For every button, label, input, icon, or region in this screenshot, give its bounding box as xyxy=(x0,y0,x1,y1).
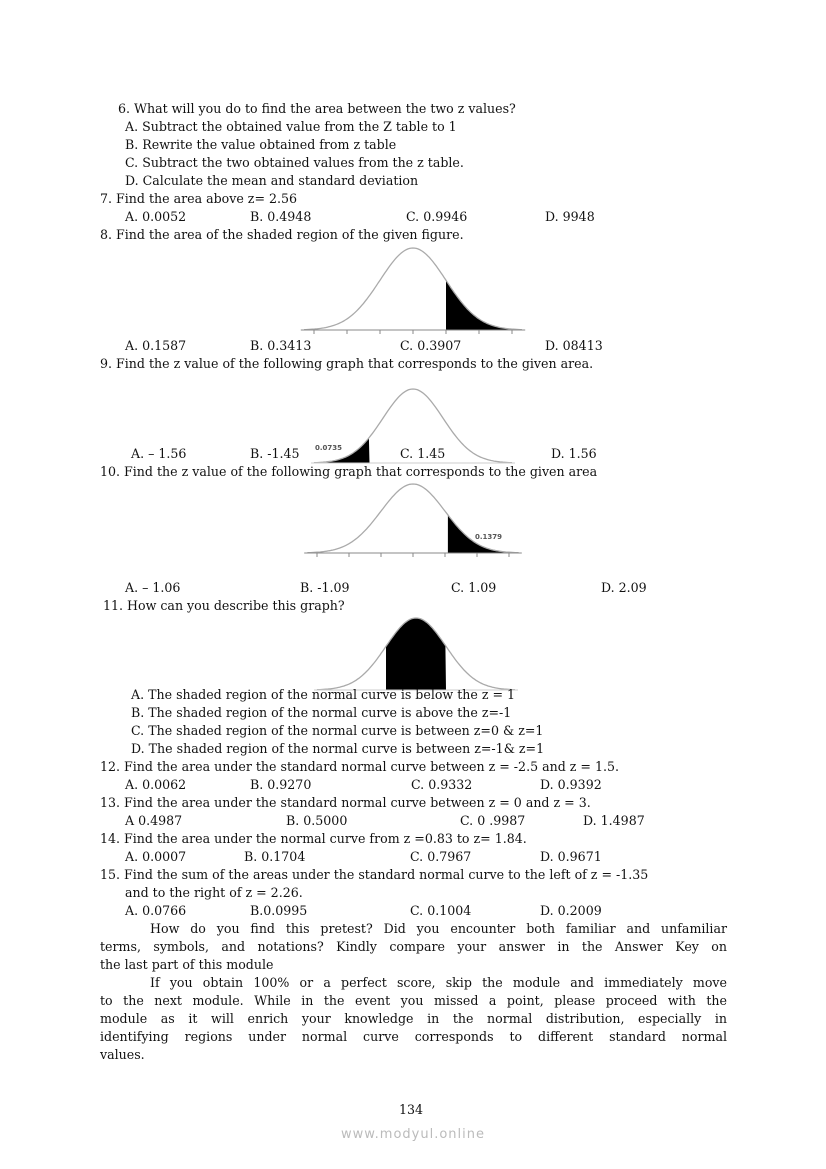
q6-option-d: D. Calculate the mean and standard deviation xyxy=(125,173,419,188)
q7-option-a: A. 0.0052 xyxy=(125,209,187,224)
paragraph-2-line-1: If you obtain 100% or a perfect score, skip the module and immediately move xyxy=(150,975,727,990)
q11-option-b: B. The shaded region of the normal curve is above the z=-1 xyxy=(131,705,512,720)
watermark: www.modyul.online xyxy=(340,1127,486,1142)
q6-option-a: A. Subtract the obtained value from the Z table to 1 xyxy=(125,119,457,134)
q8-option-a: A. 0.1587 xyxy=(125,338,187,353)
q15-option-d: D. 0.2009 xyxy=(540,903,602,918)
q9-option-a: A. – 1.56 xyxy=(131,446,187,461)
q14-option-d: D. 0.9671 xyxy=(540,849,602,864)
q6-option-b: B. Rewrite the value obtained from z table xyxy=(125,137,397,152)
q10-option-d: D. 2.09 xyxy=(601,580,647,595)
q10-option-b: B. -1.09 xyxy=(300,580,350,595)
q11-option-a: A. The shaded region of the normal curve is below the z = 1 xyxy=(131,687,516,702)
q7-option-b: B. 0.4948 xyxy=(250,209,312,224)
q15-option-c: C. 0.1004 xyxy=(410,903,472,918)
question-15-continued: and to the right of z = 2.26. xyxy=(125,885,303,900)
q9-option-b: B. -1.45 xyxy=(250,446,300,461)
paragraph-1-line-2: terms, symbols, and notations? Kindly compare your answer in the Answer Key on xyxy=(100,939,727,954)
q14-option-a: A. 0.0007 xyxy=(125,849,187,864)
fig-q8-curve xyxy=(304,248,522,330)
q11-option-c: C. The shaded region of the normal curve is between z=0 & z=1 xyxy=(131,723,544,738)
q11-option-d: D. The shaded region of the normal curve is between z=-1& z=1 xyxy=(131,741,545,756)
q15-option-b: B.0.0995 xyxy=(250,903,308,918)
q12-option-c: C. 0.9332 xyxy=(411,777,473,792)
page-number: 134 xyxy=(399,1102,424,1117)
q7-option-c: C. 0.9946 xyxy=(406,209,468,224)
question-10: 10. Find the z value of the following graph that corresponds to the given area xyxy=(100,464,598,479)
question-15: 15. Find the sum of the areas under the standard normal curve to the left of z = -1.35 xyxy=(100,867,649,882)
q15-option-a: A. 0.0766 xyxy=(125,903,187,918)
q12-option-b: B. 0.9270 xyxy=(250,777,312,792)
question-7: 7. Find the area above z= 2.56 xyxy=(100,191,298,206)
q14-option-c: C. 0.7967 xyxy=(410,849,472,864)
question-13: 13. Find the area under the standard normal curve between z = 0 and z = 3. xyxy=(100,795,591,810)
paragraph-2-line-2: to the next module. While in the event you missed a point, please proceed with the xyxy=(100,993,727,1008)
q10-option-c: C. 1.09 xyxy=(451,580,497,595)
q6-option-c: C. Subtract the two obtained values from the z table. xyxy=(125,155,464,170)
paragraph-2-line-5: values. xyxy=(100,1047,145,1062)
paragraph-1-line-1: How do you find this pretest? Did you encounter both familiar and unfamiliar xyxy=(150,921,727,936)
q12-option-d: D. 0.9392 xyxy=(540,777,602,792)
q9-option-d: D. 1.56 xyxy=(551,446,597,461)
question-9: 9. Find the z value of the following graph that corresponds to the given area. xyxy=(100,356,594,371)
paragraph-1-line-3: the last part of this module xyxy=(100,957,274,972)
q7-option-d: D. 9948 xyxy=(545,209,595,224)
q8-option-b: B. 0.3413 xyxy=(250,338,312,353)
q13-option-a: A 0.4987 xyxy=(125,813,183,828)
q12-option-a: A. 0.0062 xyxy=(125,777,187,792)
paragraph-2-line-3: module as it will enrich your knowledge in the normal distribution, especially in xyxy=(100,1011,727,1026)
question-12: 12. Find the area under the standard normal curve between z = -2.5 and z = 1.5. xyxy=(100,759,619,774)
q9-option-c: C. 1.45 xyxy=(400,446,446,461)
paragraph-2-line-4: identifying regions under normal curve corresponds to different standard normal xyxy=(100,1029,727,1044)
q13-option-c: C. 0 .9987 xyxy=(460,813,526,828)
q13-option-d: D. 1.4987 xyxy=(583,813,645,828)
question-11: 11. How can you describe this graph? xyxy=(103,598,345,613)
q10-area-label: 0.1379 xyxy=(475,533,503,541)
q8-option-c: C. 0.3907 xyxy=(400,338,462,353)
q13-option-b: B. 0.5000 xyxy=(286,813,348,828)
q8-option-d: D. 08413 xyxy=(545,338,603,353)
fig-q11-shaded-region xyxy=(386,618,446,690)
question-14: 14. Find the area under the normal curve from z =0.83 to z= 1.84. xyxy=(100,831,527,846)
fig-q10-curve xyxy=(307,484,518,553)
q14-option-b: B. 0.1704 xyxy=(244,849,306,864)
q9-area-label: 0.0735 xyxy=(315,444,343,452)
question-8: 8. Find the area of the shaded region of the given figure. xyxy=(100,227,464,242)
q10-option-a: A. – 1.06 xyxy=(125,580,181,595)
question-6: 6. What will you do to find the area between the two z values? xyxy=(118,101,516,116)
